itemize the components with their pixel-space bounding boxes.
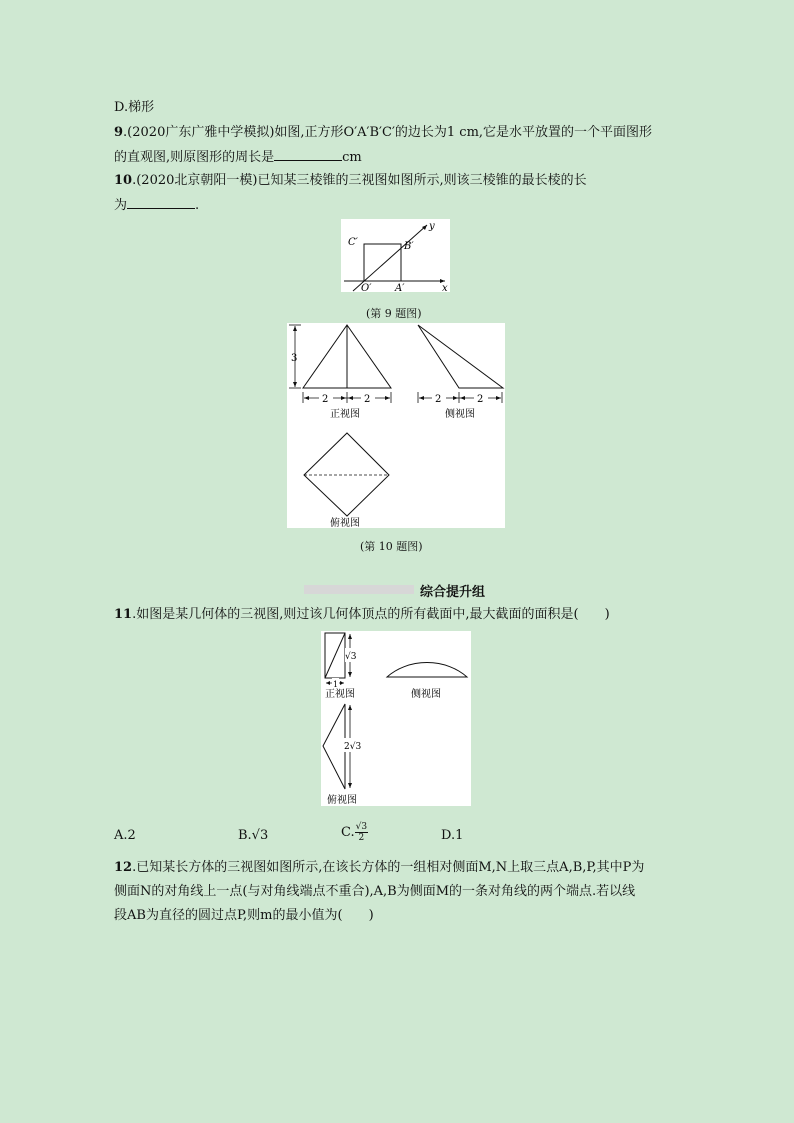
question-10-line-1 [114,172,587,190]
question-11-text: .如图是某几何体的三视图,则过该几何体顶点的所有截面中,最大截面的面积是( ) [132,607,610,622]
figure-10-diagram [287,323,505,528]
front-view-label: 正视图 [330,409,360,420]
answer-blank-9 [274,148,342,161]
question-10-text-a: .(2020北京朝阳一模)已知某三棱锥的三视图如图所示,则该三棱锥的最长棱的长 [132,173,587,188]
figure-11-diagram [321,631,471,806]
option-d: D.1 [441,828,464,843]
option-c [341,822,368,843]
section-title: 综合提升组 [420,585,486,600]
option-c-denominator: 2 [358,833,365,843]
option-c-prefix: C. [341,825,355,840]
question-9-line-1 [114,124,652,142]
top-view-label: 俯视图 [330,518,360,528]
label-x: x [442,283,448,292]
option-b: B.√3 [238,828,269,843]
question-9-unit: cm [342,150,362,165]
front-dim-sqrt3: √3 [345,652,357,662]
question-9-number: 9 [114,125,124,140]
question-9-text-a: .(2020广东广雅中学模拟)如图,正方形O′A′B′C′的边长为1 cm,它是水平放置的一个平面图形 [123,125,653,140]
question-12-number: 12 [114,860,133,875]
height-label: 3 [291,353,298,364]
label-o: O′ [361,283,372,292]
figure-10-caption: (第 10 题图) [360,540,423,553]
answer-blank-10 [127,196,195,209]
side-dim-1: 2 [435,394,442,405]
side-view-label: 侧视图 [445,409,475,420]
question-12-text-a: .已知某长方体的三视图如图所示,在该长方体的一组相对侧面M,N上取三点A,B,P,其中P为 [132,860,645,875]
figure-9 [341,219,450,292]
label-y: y [429,221,435,232]
side-view-label: 侧视图 [411,689,441,700]
option-c-fraction [355,822,368,843]
top-view-label: 俯视图 [327,795,357,806]
front-view-label: 正视图 [325,689,355,700]
figure-10 [287,323,505,528]
question-10-line-2 [114,196,199,215]
section-header [304,583,504,600]
question-10-number: 10 [114,173,133,188]
question-9-line-2 [114,148,362,167]
figure-9-caption: (第 9 题图) [366,307,422,320]
figure-9-diagram [341,219,450,292]
question-10-text-b: 为 [114,198,128,213]
label-c: C′ [348,237,358,248]
question-12-line-3: 段AB为直径的圆过点P,则m的最小值为( ) [114,908,374,923]
option-c-numerator: √3 [355,822,368,832]
option-d-line: D.梯形 [114,100,155,115]
side-dim-2: 2 [477,394,484,405]
front-dim-1: 2 [322,394,329,405]
question-11-number: 11 [114,607,133,622]
question-9-text-b: 的直观图,则原图形的周长是 [114,150,275,165]
front-dim-1: 1 [333,680,339,689]
question-10-end: . [195,198,200,213]
question-12-line-1 [114,859,644,877]
front-dim-2: 2 [364,394,371,405]
question-12-line-2: 侧面N的对角线上一点(与对角线端点不重合),A,B为侧面M的一条对角线的两个端点.若以线 [114,884,636,899]
question-11-line [114,606,610,624]
top-dim-2sqrt3: 2√3 [344,742,362,752]
label-b: B′ [404,241,414,252]
figure-11 [321,631,471,806]
section-bar [304,585,414,594]
option-a: A.2 [114,828,136,843]
label-a: A′ [395,283,405,292]
